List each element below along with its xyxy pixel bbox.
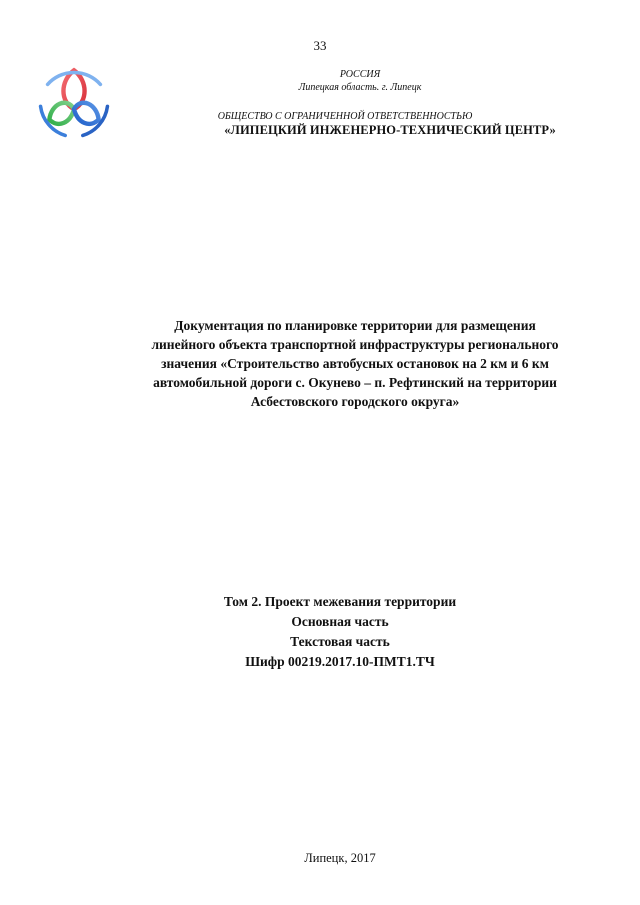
volume-block xyxy=(100,592,580,672)
subpart-title: Текстовая часть xyxy=(290,634,390,649)
footer-place-year: Липецк, 2017 xyxy=(304,851,376,865)
document-code: Шифр 00219.2017.10-ПМТ1.ТЧ xyxy=(245,654,435,669)
title-line: автомобильной дороги с. Окунево – п. Рефтинский на территории xyxy=(153,375,557,390)
part-title: Основная часть xyxy=(291,614,389,629)
page-number: 33 xyxy=(313,38,327,53)
title-line: значения «Строительство автобусных остановок на 2 км и 6 км xyxy=(161,356,549,371)
location-label: Липецкая область. г. Липецк xyxy=(298,82,422,93)
header-block xyxy=(0,68,640,94)
title-line: Документация по планировке территории для размещения xyxy=(174,318,536,333)
title-line: Асбестовского городского округа» xyxy=(250,394,460,409)
volume-title: Том 2. Проект межевания территории xyxy=(223,594,457,609)
organization-type: ОБЩЕСТВО С ОГРАНИЧЕННОЙ ОТВЕТСТВЕННОСТЬЮ xyxy=(217,111,473,122)
document-title xyxy=(100,316,610,411)
title-line: линейного объекта транспортной инфраструктуры регионального xyxy=(151,337,559,352)
organization-name: «ЛИПЕЦКИЙ ИНЖЕНЕРНО-ТЕХНИЧЕСКИЙ ЦЕНТР» xyxy=(224,123,556,137)
country-label: РОССИЯ xyxy=(339,69,381,80)
